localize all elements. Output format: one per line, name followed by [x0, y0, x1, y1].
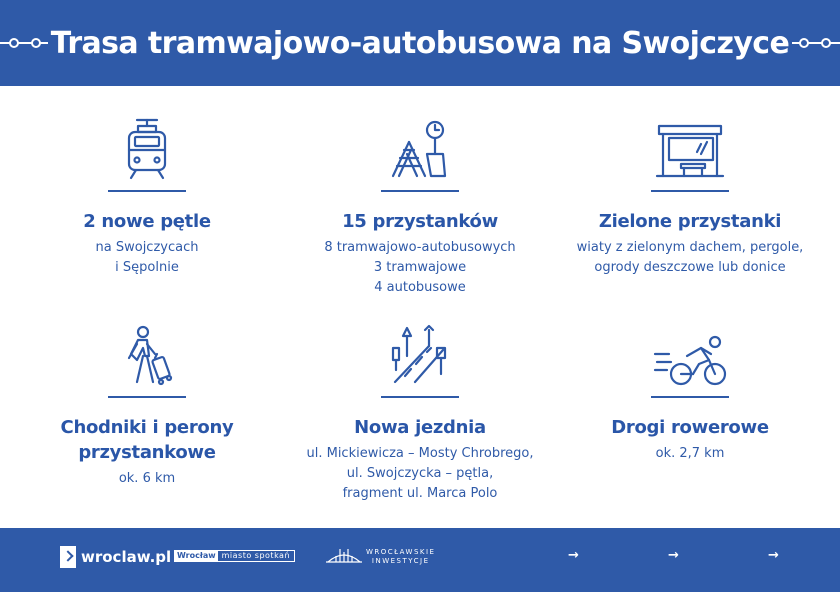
item-title: 2 nowe pętle — [83, 211, 211, 232]
footer-bar — [0, 528, 840, 592]
wroclaw-miasto-spotkan-logo[interactable]: Wrocław miasto spotkań — [174, 550, 295, 562]
item-description: ul. Mickiewicza – Mosty Chrobrego, ul. Swojczycka – pętla, fragment ul. Marca Polo — [306, 446, 534, 501]
divider — [381, 190, 459, 192]
divider — [381, 396, 459, 398]
arrow-right-icon: → — [568, 548, 579, 563]
header-bar — [0, 0, 840, 86]
info-item-new-road — [280, 316, 560, 504]
divider — [108, 396, 186, 398]
arrow-box-icon — [60, 546, 76, 568]
arrow-right-icon: → — [768, 548, 779, 563]
page-title: Trasa tramwajowo-autobusowa na Swojczyce — [50, 25, 790, 61]
divider — [651, 190, 729, 192]
info-item-green-stops — [550, 110, 830, 278]
item-title: Chodniki i perony przystankowe — [60, 417, 234, 463]
line-dot-decoration-icon — [0, 36, 48, 50]
item-title: 15 przystanków — [342, 211, 498, 232]
info-item-bike-paths — [550, 316, 830, 464]
info-grid — [0, 100, 840, 520]
info-item-sidewalks — [7, 316, 287, 489]
wroclaw-pl-logo[interactable]: wroclaw.pl — [60, 546, 171, 568]
info-item-loops — [7, 110, 287, 278]
tram-icon — [120, 116, 174, 180]
item-description: 8 tramwajowo-autobusowych 3 tramwajowe 4 autobusowe — [324, 240, 516, 295]
item-title: Nowa jezdnia — [354, 417, 486, 438]
line-dot-decoration-icon — [792, 36, 840, 50]
item-title: Zielone przystanki — [598, 211, 782, 232]
divider — [651, 396, 729, 398]
arrow-right-icon: → — [668, 548, 679, 563]
bridge-icon — [326, 546, 362, 568]
stop-platform-clock-icon — [387, 118, 453, 180]
bus-shelter-icon — [655, 122, 725, 180]
item-description: na Swojczycach i Sępolnie — [95, 240, 199, 275]
item-description: ok. 6 km — [118, 471, 176, 486]
item-description: wiaty z zielonym dachem, pergole, ogrody deszczowe lub donice — [576, 240, 804, 275]
wroclawskie-inwestycje-logo[interactable]: WROCŁAWSKIE INWESTYCJE — [326, 546, 435, 568]
pedestrian-luggage-icon — [119, 324, 175, 386]
new-road-icon — [389, 324, 451, 386]
cyclist-icon — [653, 334, 727, 386]
info-item-stops — [280, 110, 560, 298]
item-title: Drogi rowerowe — [611, 417, 769, 438]
item-description: ok. 2,7 km — [655, 446, 725, 461]
divider — [108, 190, 186, 192]
